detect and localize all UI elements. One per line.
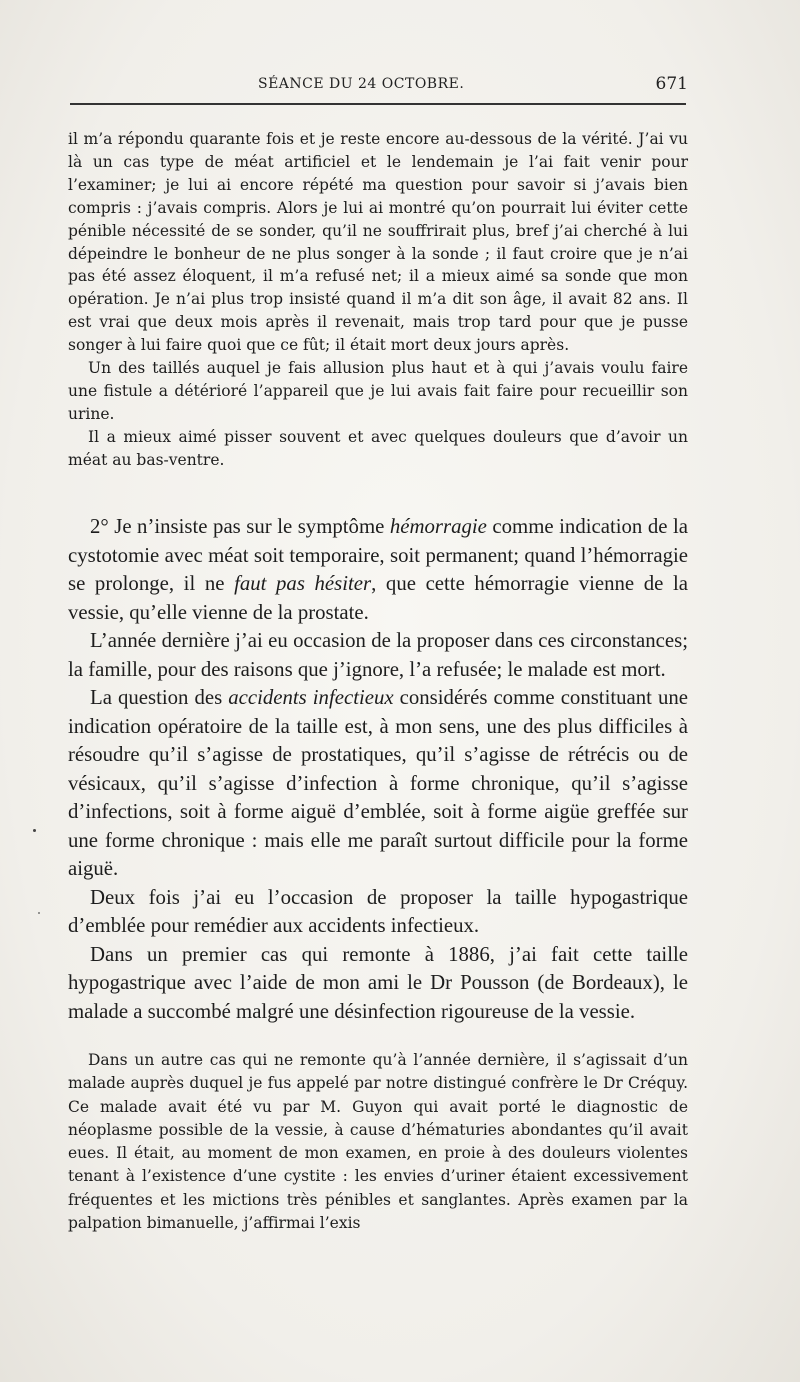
paragraph-hemorragie [68, 513, 688, 627]
text-run: 2° Je n’insiste pas sur le symptôme [90, 515, 390, 538]
paper-speck [33, 829, 36, 832]
page-header [68, 74, 688, 102]
text-run: considérés comme constituant une indication opératoire de la taille est, à mon sens, une des plus difficiles à résoudre qu’il s’agisse de prostatiques, qu’il s’agisse de rétrécis ou de vésicaux, qu’il s’agisse d’infection à forme chronique, qu’il s’agisse d’infections, soit à forme aiguë d’emblée, soit à forme aigüe greffée sur une forme chronique : mais elle me paraît surtout difficile pour la forme aiguë. [68, 686, 689, 880]
text-run: , que cette hémorragie vienne de la vessie, qu’elle vienne de la prostate. [68, 572, 688, 624]
paragraph-annee-derniere: L’année dernière j’ai eu occasion de la proposer dans ces circonstances; la famille, pour des raisons que j’ignore, l’a refusée; le malade est mort. [68, 629, 688, 681]
paragraph-deux-fois: Deux fois j’ai eu l’occasion de proposer la taille hypogastrique d’emblée pour remédier aux accidents infectieux. [68, 885, 688, 937]
paper-speck [38, 912, 40, 914]
italic-term: hémorragie [389, 515, 487, 538]
paragraph-fistule: Un des taillés auquel je fais allusion plus haut et à qui j’avais voulu faire une fistule a détérioré l’appareil que je lui avais fait faire pour recueillir son urine. [68, 359, 688, 423]
paragraph-autre-cas: Dans un autre cas qui ne remonte qu’à l’année dernière, il s’agissait d’un malade auprès duquel je fus appelé par notre distingué confrère le Dr Créquy. Ce malade avait été vu par M. Guyon qui avait porté le diagnostic de néoplasme possible de la vessie, à cause d’hématuries abondantes qu’il avait eues. Il était, au moment de mon examen, en proie à des douleurs violentes tenant à l’existence d’une cystite : les envies d’uriner étaient excessivement fréquentes et les mictions très pénibles et sanglantes. Après examen par la palpation bimanuelle, j’affirmai l’exis [68, 1051, 688, 1233]
italic-term: accidents infectieux [228, 686, 394, 709]
paragraph-pisser: Il a mieux aimé pisser souvent et avec quelques douleurs que d’avoir un méat au bas-ventre. [68, 427, 688, 469]
header-rule [70, 103, 686, 105]
text-run: La question des [90, 686, 229, 709]
paragraph-continuation: il m’a répondu quarante fois et je reste encore au-dessous de la vérité. J’ai vu là un cas type de méat artificiel et le lendemain je l’ai fait venir pour l’examiner; je lui ai encore répété ma question pour savoir si j’avais bien compris : j’avais compris. Alors je lui ai montré qu’on pourrait lui éviter cette pénible nécessité de se sonder, qu’il ne souffrirait plus, bref j’ai cherché à lui dépeindre le bonheur de ne plus songer à la sonde ; il faut croire que je n’ai pas été assez éloquent, il m’a refusé net; il a mieux aimé sa sonde que mon opération. Je n’ai plus trop insisté quand il m’a dit son âge, il avait 82 ans. Il est vrai que deux mois après il revenait, mais trop tard pour que je pusse songer à lui faire quoi que ce fût; il était mort deux jours après. [68, 130, 688, 355]
section-large-print [68, 513, 688, 1026]
text-run: comme indication de la cystotomie avec méat soit temporaire, soit permanent; quand l’hémorragie se prolonge, il ne [68, 515, 688, 595]
paragraph-accidents-infectieux [68, 684, 688, 884]
page-number: 671 [655, 74, 688, 94]
section-small-print-2 [68, 1049, 688, 1235]
running-title: SÉANCE DU 24 OCTOBRE. [258, 76, 465, 92]
section-small-print-1 [68, 128, 688, 472]
italic-term: faut pas hésiter [234, 572, 372, 595]
paragraph-premier-cas: Dans un premier cas qui remonte à 1886, j’ai fait cette taille hypogastrique avec l’aide de mon ami le Dr Pousson (de Bordeaux), le malade a succombé malgré une désinfection rigoureuse de la vessie. [68, 942, 688, 1023]
